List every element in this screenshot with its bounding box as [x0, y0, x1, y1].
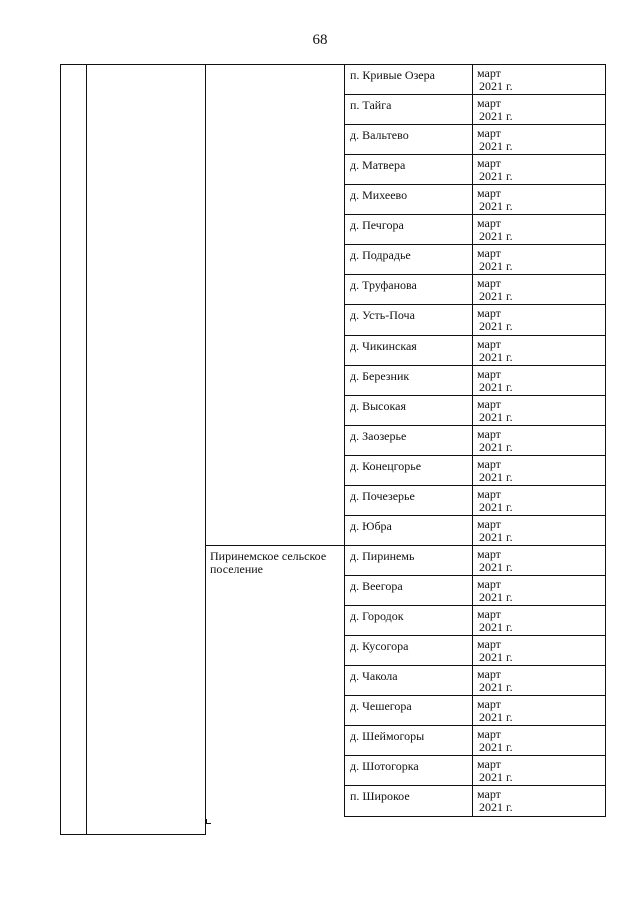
row-separator-line	[344, 665, 606, 666]
date-year: 2021 г.	[479, 109, 513, 123]
locality-cell: д. Шеймогоры	[350, 729, 425, 743]
row-separator-line	[344, 395, 606, 396]
locality-cell: д. Кусогора	[350, 639, 409, 653]
date-year: 2021 г.	[479, 350, 513, 364]
column-line-2	[86, 64, 87, 834]
date-month: март	[477, 727, 501, 741]
data-bottom-border	[344, 816, 606, 817]
date-cell	[477, 638, 513, 664]
date-year: 2021 г.	[479, 289, 513, 303]
row-separator-line	[344, 605, 606, 606]
date-cell	[477, 307, 513, 333]
locality-cell: д. Веегора	[350, 579, 403, 593]
settlement-group-label: Пиринемское сельское поселение	[210, 549, 327, 576]
row-separator-line	[344, 94, 606, 95]
date-cell	[477, 788, 513, 814]
row-separator-line	[344, 545, 606, 546]
date-cell	[477, 578, 513, 604]
date-cell	[477, 127, 513, 153]
date-cell	[477, 97, 513, 123]
row-separator-line	[344, 455, 606, 456]
date-year: 2021 г.	[479, 770, 513, 784]
row-separator-line	[344, 575, 606, 576]
locality-cell: д. Почезерье	[350, 489, 415, 503]
column-line-6	[605, 64, 606, 816]
date-month: март	[477, 637, 501, 651]
date-year: 2021 г.	[479, 740, 513, 754]
row-separator-line	[344, 485, 606, 486]
date-year: 2021 г.	[479, 410, 513, 424]
row-separator-line	[344, 244, 606, 245]
date-month: март	[477, 757, 501, 771]
row-separator-line	[344, 365, 606, 366]
date-month: март	[477, 457, 501, 471]
scan-artifact-mark	[206, 819, 211, 824]
date-year: 2021 г.	[479, 319, 513, 333]
date-cell	[477, 398, 513, 424]
date-year: 2021 г.	[479, 500, 513, 514]
date-month: март	[477, 427, 501, 441]
column-line-4	[344, 64, 345, 816]
column-line-5	[472, 64, 473, 816]
date-month: март	[477, 367, 501, 381]
row-separator-line	[344, 785, 606, 786]
date-month: март	[477, 156, 501, 170]
date-month: март	[477, 337, 501, 351]
locality-cell: д. Михеево	[350, 188, 408, 202]
locality-cell: д. Чакола	[350, 669, 398, 683]
date-cell	[477, 67, 513, 93]
date-year: 2021 г.	[479, 259, 513, 273]
column-line-3	[205, 64, 206, 834]
row-separator-line	[344, 184, 606, 185]
row-separator-line	[344, 124, 606, 125]
date-year: 2021 г.	[479, 680, 513, 694]
date-month: март	[477, 276, 501, 290]
date-month: март	[477, 186, 501, 200]
date-month: март	[477, 667, 501, 681]
date-cell	[477, 488, 513, 514]
date-year: 2021 г.	[479, 139, 513, 153]
date-month: март	[477, 397, 501, 411]
date-month: март	[477, 577, 501, 591]
date-year: 2021 г.	[479, 650, 513, 664]
locality-cell: д. Чешегора	[350, 699, 412, 713]
date-month: март	[477, 126, 501, 140]
date-cell	[477, 187, 513, 213]
date-cell	[477, 277, 513, 303]
date-year: 2021 г.	[479, 530, 513, 544]
date-year: 2021 г.	[479, 440, 513, 454]
date-cell	[477, 548, 513, 574]
locality-cell: д. Высокая	[350, 399, 406, 413]
date-month: март	[477, 607, 501, 621]
locality-cell: п. Широкое	[350, 789, 410, 803]
date-month: март	[477, 246, 501, 260]
locality-cell: д. Конецгорье	[350, 459, 422, 473]
date-year: 2021 г.	[479, 380, 513, 394]
locality-cell: д. Печгора	[350, 218, 404, 232]
locality-cell: д. Чикинская	[350, 339, 417, 353]
date-month: март	[477, 517, 501, 531]
row-separator-line	[344, 515, 606, 516]
date-cell	[477, 608, 513, 634]
table-bottom-border	[60, 834, 206, 835]
date-year: 2021 г.	[479, 590, 513, 604]
row-separator-line	[344, 335, 606, 336]
date-cell	[477, 758, 513, 784]
date-cell	[477, 458, 513, 484]
row-separator-line	[344, 425, 606, 426]
date-year: 2021 г.	[479, 229, 513, 243]
date-year: 2021 г.	[479, 470, 513, 484]
row-separator-line	[344, 214, 606, 215]
locality-cell: д. Городок	[350, 609, 404, 623]
row-separator-line	[344, 635, 606, 636]
date-cell	[477, 518, 513, 544]
date-cell	[477, 728, 513, 754]
row-separator-line	[344, 154, 606, 155]
locality-cell: д. Заозерье	[350, 429, 407, 443]
locality-cell: д. Березник	[350, 369, 410, 383]
locality-cell: д. Вальтево	[350, 128, 409, 142]
group-separator-line	[205, 545, 344, 546]
row-separator-line	[344, 755, 606, 756]
locality-cell: п. Кривые Озера	[350, 68, 435, 82]
locality-cell: д. Юбра	[350, 519, 392, 533]
row-separator-line	[344, 695, 606, 696]
date-month: март	[477, 787, 501, 801]
locality-cell: д. Подрадье	[350, 248, 411, 262]
locality-cell: д. Пиринемь	[350, 549, 415, 563]
locality-cell: д. Усть-Поча	[350, 308, 415, 322]
date-month: март	[477, 487, 501, 501]
table-top-border	[60, 64, 606, 65]
settlements-table	[60, 64, 606, 834]
date-month: март	[477, 66, 501, 80]
date-cell	[477, 698, 513, 724]
date-year: 2021 г.	[479, 79, 513, 93]
date-year: 2021 г.	[479, 169, 513, 183]
column-line-1	[60, 64, 61, 834]
date-month: март	[477, 697, 501, 711]
locality-cell: д. Труфанова	[350, 278, 417, 292]
locality-cell: п. Тайга	[350, 98, 392, 112]
date-year: 2021 г.	[479, 800, 513, 814]
row-separator-line	[344, 274, 606, 275]
date-cell	[477, 428, 513, 454]
row-separator-line	[344, 304, 606, 305]
date-year: 2021 г.	[479, 710, 513, 724]
date-cell	[477, 157, 513, 183]
date-month: март	[477, 547, 501, 561]
date-cell	[477, 338, 513, 364]
page-number: 68	[312, 32, 328, 48]
locality-cell: д. Шотогорка	[350, 759, 419, 773]
date-month: март	[477, 306, 501, 320]
date-month: март	[477, 216, 501, 230]
date-year: 2021 г.	[479, 199, 513, 213]
date-cell	[477, 217, 513, 243]
date-month: март	[477, 96, 501, 110]
row-separator-line	[344, 725, 606, 726]
date-year: 2021 г.	[479, 560, 513, 574]
date-cell	[477, 668, 513, 694]
date-cell	[477, 368, 513, 394]
date-cell	[477, 247, 513, 273]
locality-cell: д. Матвера	[350, 158, 406, 172]
date-year: 2021 г.	[479, 620, 513, 634]
